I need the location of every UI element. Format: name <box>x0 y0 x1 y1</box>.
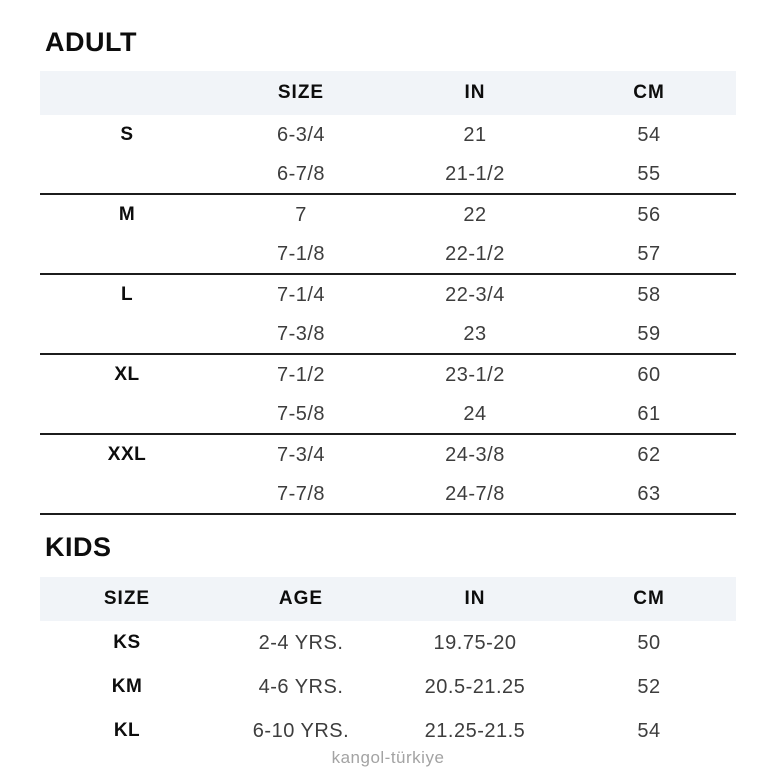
kids-header-in: IN <box>464 588 486 609</box>
cell-hat-size: 7-5/8 <box>276 402 326 425</box>
cell-cm: 55 <box>637 162 661 185</box>
cell-cm: 62 <box>637 443 661 466</box>
watermark-text: kangol-türkiye <box>331 748 445 767</box>
table-row <box>40 155 736 195</box>
kids-table-header-row <box>40 577 736 621</box>
cell-cm: 59 <box>637 322 661 345</box>
cell-hat-size: 7 <box>295 203 307 226</box>
cell-cm: 57 <box>637 242 661 265</box>
cell-cm: 54 <box>637 719 661 742</box>
table-row <box>40 315 736 355</box>
kids-size-table <box>40 577 736 753</box>
adult-header-size: SIZE <box>277 82 325 103</box>
table-row <box>40 195 736 235</box>
table-row <box>40 115 736 155</box>
cell-inches: 21 <box>463 123 487 146</box>
cell-inches: 24-7/8 <box>445 482 505 505</box>
cell-cm: 56 <box>637 203 661 226</box>
cell-size-label: KL <box>113 720 141 741</box>
adult-section-title: ADULT <box>45 27 137 57</box>
cell-hat-size: 6-3/4 <box>276 123 326 146</box>
cell-size-label: KS <box>113 632 141 653</box>
cell-size-label: L <box>120 284 134 305</box>
table-row <box>40 435 736 475</box>
cell-cm: 58 <box>637 283 661 306</box>
cell-cm: 60 <box>637 363 661 386</box>
cell-cm: 50 <box>637 631 661 654</box>
cell-inches: 22 <box>463 203 487 226</box>
cell-inches: 24-3/8 <box>445 443 505 466</box>
table-row <box>40 235 736 275</box>
adult-size-table <box>40 71 736 515</box>
cell-inches: 24 <box>463 402 487 425</box>
cell-hat-size: 7-3/8 <box>276 322 326 345</box>
cell-cm: 61 <box>637 402 661 425</box>
cell-inches: 19.75-20 <box>433 631 517 654</box>
cell-inches: 22-3/4 <box>445 283 505 306</box>
adult-table-header-row <box>40 71 736 115</box>
cell-age: 2-4 YRS. <box>258 631 344 654</box>
cell-hat-size: 7-1/4 <box>276 283 326 306</box>
cell-age: 6-10 YRS. <box>252 719 350 742</box>
kids-table-body <box>40 621 736 753</box>
table-row <box>40 275 736 315</box>
kids-header-size: SIZE <box>103 588 151 609</box>
adult-table-body <box>40 115 736 515</box>
cell-cm: 52 <box>637 675 661 698</box>
table-row <box>40 475 736 515</box>
cell-hat-size: 7-3/4 <box>276 443 326 466</box>
kids-section-title: KIDS <box>45 532 112 562</box>
cell-inches: 21-1/2 <box>445 162 505 185</box>
cell-hat-size: 7-1/2 <box>276 363 326 386</box>
cell-cm: 63 <box>637 482 661 505</box>
adult-header-cm: CM <box>633 82 665 103</box>
table-row <box>40 395 736 435</box>
kids-header-age: AGE <box>278 588 324 609</box>
cell-inches: 21.25-21.5 <box>424 719 526 742</box>
cell-hat-size: 7-7/8 <box>276 482 326 505</box>
cell-size-label: XXL <box>107 444 147 465</box>
table-row <box>40 355 736 395</box>
cell-cm: 54 <box>637 123 661 146</box>
cell-size-label: KM <box>111 676 143 697</box>
cell-size-label: XL <box>114 364 140 385</box>
table-row <box>40 621 736 665</box>
adult-header-in: IN <box>464 82 486 103</box>
cell-hat-size: 6-7/8 <box>276 162 326 185</box>
cell-inches: 23-1/2 <box>445 363 505 386</box>
cell-size-label: S <box>120 124 134 145</box>
cell-hat-size: 7-1/8 <box>276 242 326 265</box>
cell-inches: 23 <box>463 322 487 345</box>
cell-age: 4-6 YRS. <box>258 675 344 698</box>
table-row <box>40 665 736 709</box>
cell-inches: 22-1/2 <box>445 242 505 265</box>
cell-inches: 20.5-21.25 <box>424 675 526 698</box>
cell-size-label: M <box>118 204 136 225</box>
table-row <box>40 709 736 753</box>
kids-header-cm: CM <box>633 588 665 609</box>
